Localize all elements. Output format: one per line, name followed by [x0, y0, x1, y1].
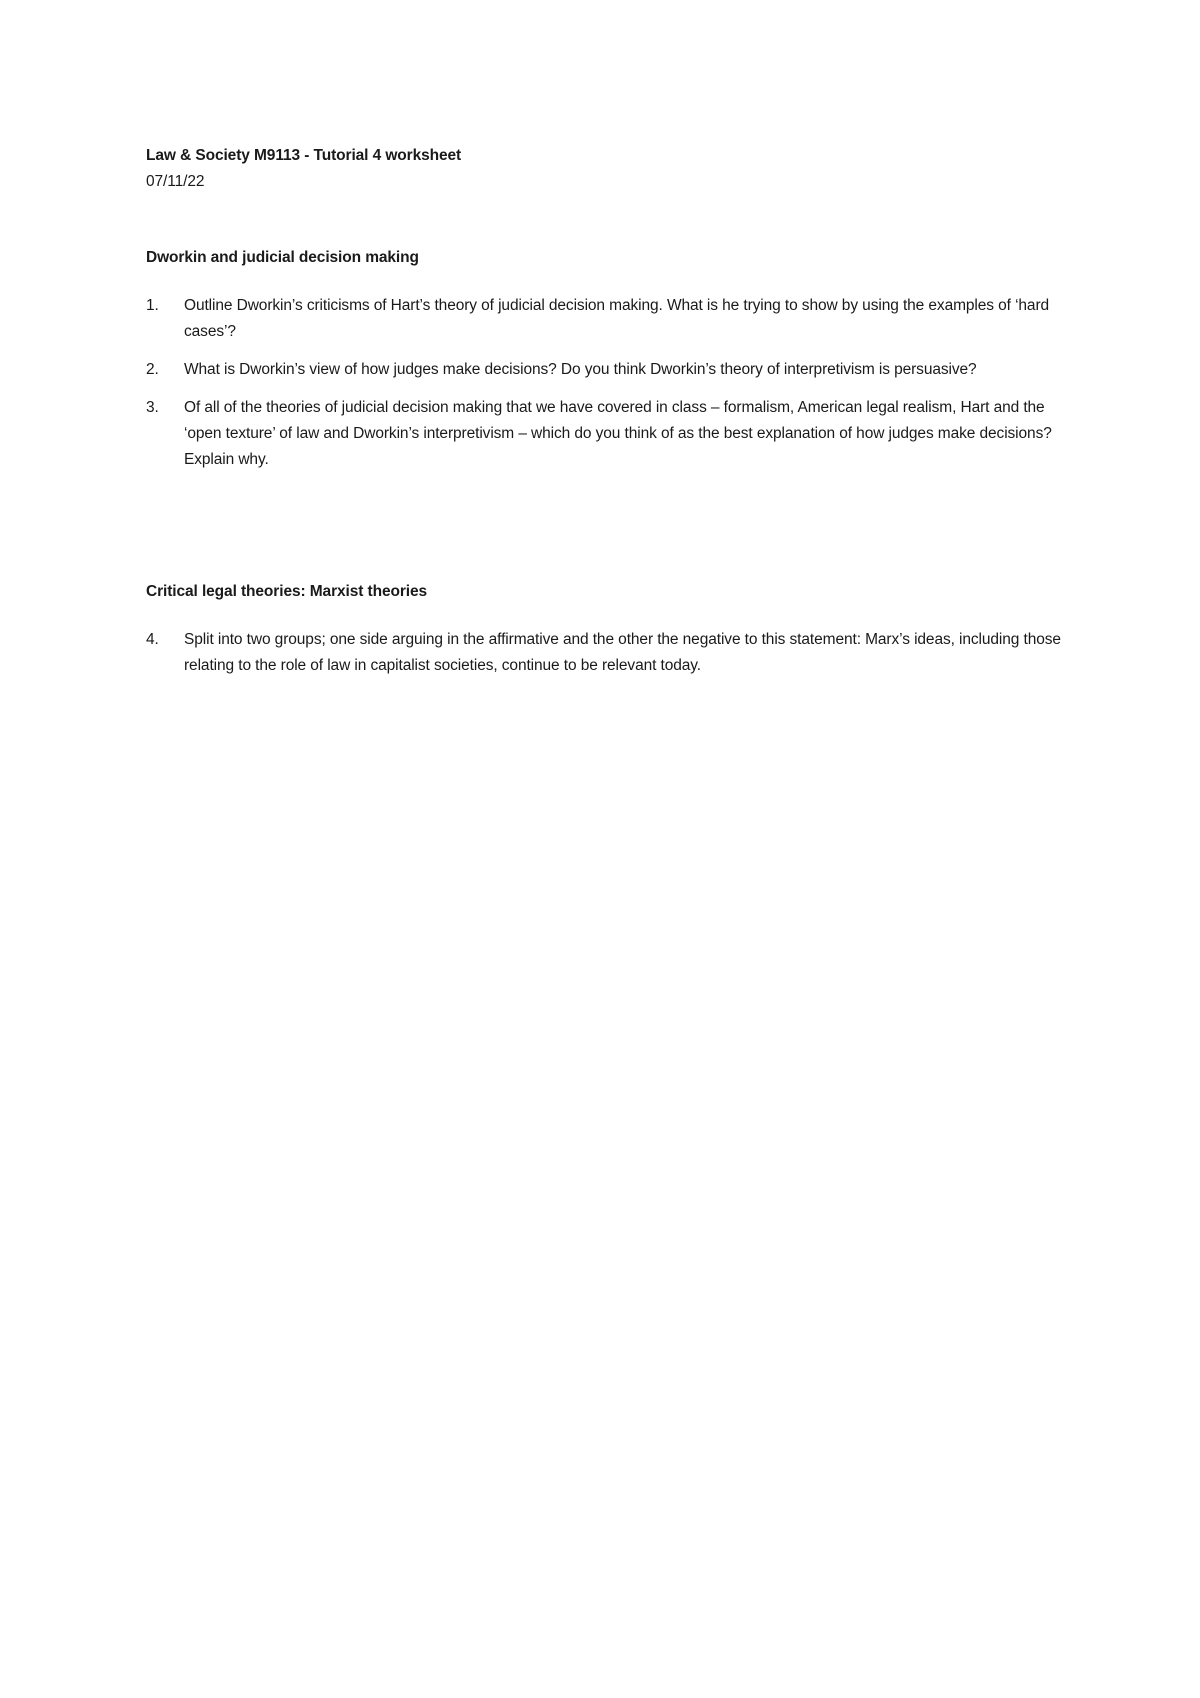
document-title: Law & Society M9113 - Tutorial 4 worksheet	[146, 147, 462, 164]
question-list-dworkin	[146, 293, 1076, 473]
question-number: 3.	[146, 399, 159, 416]
section-heading-marxist: Critical legal theories: Marxist theories	[146, 583, 428, 600]
question-text: What is Dworkin’s view of how judges make decisions? Do you think Dworkin’s theory of interpretivism is persuasive?	[184, 361, 977, 378]
question-number: 2.	[146, 361, 159, 378]
question-item	[146, 395, 1076, 473]
section-heading-dworkin: Dworkin and judicial decision making	[146, 249, 419, 266]
question-text: Split into two groups; one side arguing in the affirmative and the other the negative to this statement: Marx’s ideas, including those relating to the role of law in capitalist societies, continue to be relevant today.	[184, 631, 1061, 674]
question-text: Of all of the theories of judicial decision making that we have covered in class – formalism, American legal realism, Hart and the ‘open texture’ of law and Dworkin’s interpretivism – which do you think of as the best explanation of how judges make decisions? Explain why.	[184, 399, 1052, 468]
question-text: Outline Dworkin’s criticisms of Hart’s theory of judicial decision making. What is he trying to show by using the examples of ‘hard cases’?	[184, 297, 1050, 340]
question-item	[146, 293, 1076, 345]
question-number: 4.	[146, 631, 159, 648]
question-list-marxist	[146, 627, 1076, 679]
document-date: 07/11/22	[146, 173, 205, 190]
question-item	[146, 627, 1076, 679]
question-number: 1.	[146, 297, 159, 314]
document-body	[146, 143, 1076, 691]
question-item	[146, 357, 1076, 383]
